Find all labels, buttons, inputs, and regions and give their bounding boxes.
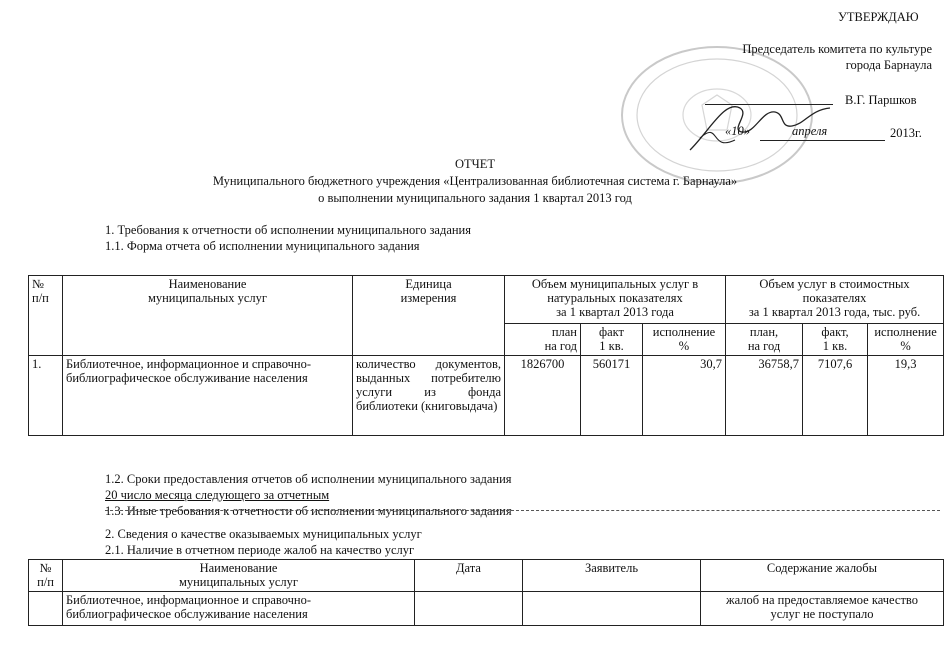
approval-position-line2: города Барнаула xyxy=(845,58,932,72)
section2-sub1: 2.1. Наличие в отчетном периоде жалоб на качество услуг xyxy=(105,543,415,557)
subcol-cost-plan: план, на год xyxy=(726,324,803,356)
subcol-cost-exec: исполнение % xyxy=(868,324,944,356)
col-name-header: Наименование муниципальных услуг xyxy=(63,560,415,592)
cell-content: жалоб на предоставляемое качество услуг не поступало xyxy=(701,592,944,626)
cell-unit: количество документов, выданных потребителю услуги из фонда библиотеки (книговыдача) xyxy=(353,356,505,436)
complaints-table xyxy=(28,559,944,626)
section1-sub2: 1.2. Сроки предоставления отчетов об исполнении муниципального задания xyxy=(105,472,512,486)
cell-date xyxy=(415,592,523,626)
col-unit-header: Единица измерения xyxy=(353,276,505,356)
report-table xyxy=(28,275,944,436)
date-month-line xyxy=(760,140,885,141)
approval-date-month: апреля xyxy=(792,124,828,138)
approval-date-day: «10» xyxy=(725,124,750,138)
table-row xyxy=(29,592,944,626)
col-date-header: Дата xyxy=(415,560,523,592)
table-row xyxy=(29,356,944,436)
report-subtitle-1: Муниципального бюджетного учреждения «Централизованная библиотечная система г. Барнаула» xyxy=(212,174,738,188)
cell-exec: 30,7 xyxy=(643,356,726,436)
cell-cost-fact: 7107,6 xyxy=(803,356,868,436)
col-applicant-header: Заявитель xyxy=(523,560,701,592)
section1-sub1: 1.1. Форма отчета об исполнении муниципального задания xyxy=(105,239,420,253)
subcol-exec: исполнение % xyxy=(643,324,726,356)
col-num-header: № п/п xyxy=(29,276,63,356)
approval-date-year: 2013г. xyxy=(890,126,922,140)
section2-title: 2. Сведения о качестве оказываемых муниципальных услуг xyxy=(105,527,422,541)
approval-title: УТВЕРЖДАЮ xyxy=(838,10,919,24)
section1-title: 1. Требования к отчетности об исполнении муниципального задания xyxy=(105,223,471,237)
col-name-header: Наименование муниципальных услуг xyxy=(63,276,353,356)
approval-signer: В.Г. Паршков xyxy=(845,93,917,107)
cell-cost-exec: 19,3 xyxy=(868,356,944,436)
subcol-cost-fact: факт, 1 кв. xyxy=(803,324,868,356)
subcol-fact: факт 1 кв. xyxy=(581,324,643,356)
cell-applicant xyxy=(523,592,701,626)
cell-plan: 1826700 xyxy=(505,356,581,436)
col-num-header: № п/п xyxy=(29,560,63,592)
col-cost-header: Объем услуг в стоимостных показателях за 1 квартал 2013 года, тыс. руб. xyxy=(726,276,944,324)
section1-sub3: 1.3. Иные требования к отчетности об исполнении муниципального задания xyxy=(105,504,512,518)
subcol-plan: план на год xyxy=(505,324,581,356)
cell-name: Библиотечное, информационное и справочно- библиографическое обслуживание населения xyxy=(63,592,415,626)
col-content-header: Содержание жалобы xyxy=(701,560,944,592)
cell-cost-plan: 36758,7 xyxy=(726,356,803,436)
cell-name: Библиотечное, информационное и справочно-библиографическое обслуживание населения xyxy=(63,356,353,436)
cell-num xyxy=(29,592,63,626)
report-title: ОТЧЕТ xyxy=(454,157,496,171)
cell-fact: 560171 xyxy=(581,356,643,436)
section1-sub2-value: 20 число месяца следующего за отчетным xyxy=(105,488,330,502)
dashed-line xyxy=(105,510,940,511)
cell-num: 1. xyxy=(29,356,63,436)
col-volume-header: Объем муниципальных услуг в натуральных показателях за 1 квартал 2013 года xyxy=(505,276,726,324)
signature-line xyxy=(705,104,833,105)
report-subtitle-2: о выполнении муниципального задания 1 квартал 2013 год xyxy=(318,191,632,205)
approval-position-line1: Председатель комитета по культуре xyxy=(742,42,932,56)
